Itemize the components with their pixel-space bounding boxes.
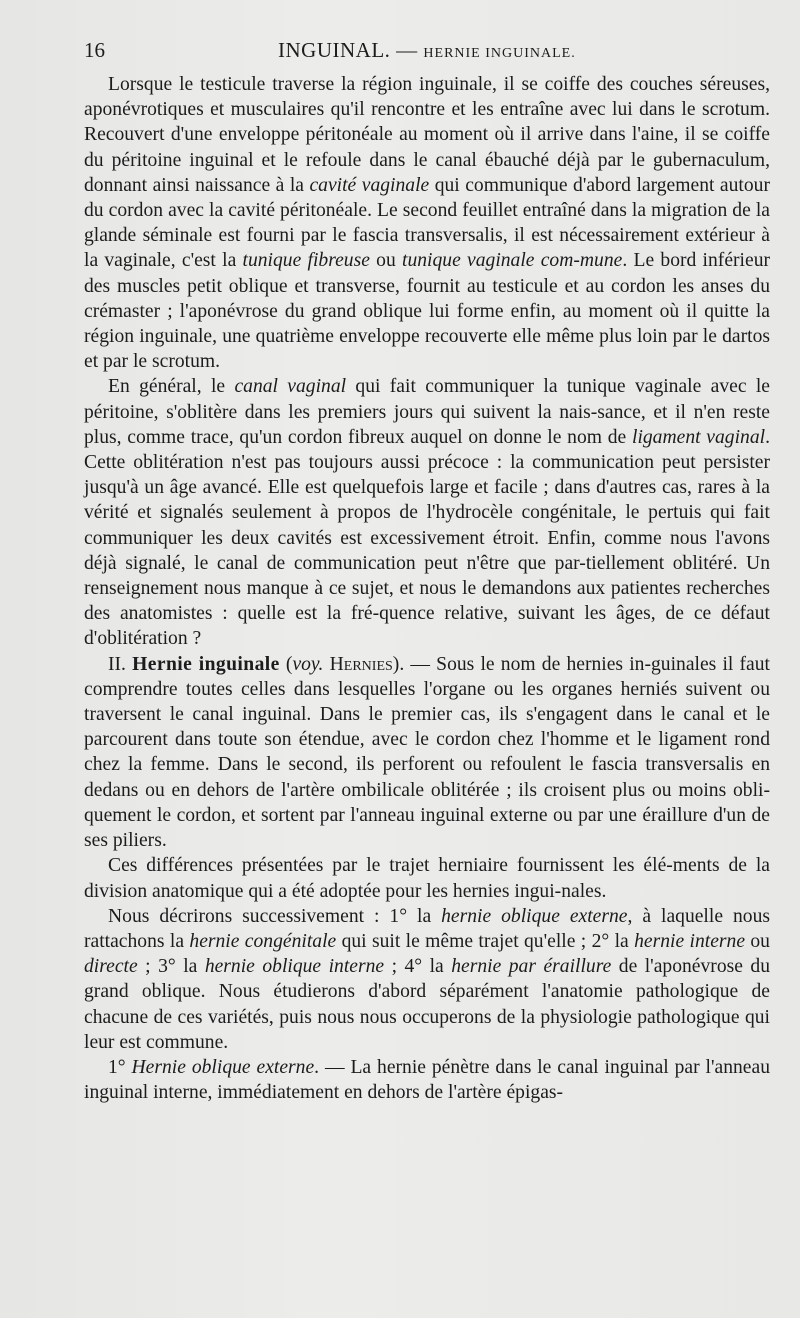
paragraph-differences: Ces différences présentées par le trajet herniaire fournissent les élé-ments de la division anatomique qui a été adoptée pour les hernies ingui-nales. — [84, 855, 770, 902]
paragraph-hernie-oblique-externe: 1° Hernie oblique externe. — La hernie pénètre dans le canal inguinal par l'anneau inguinal interne, immédiatement en dehors de l'artère épigas- — [84, 1056, 770, 1104]
term-ligament-vaginal: ligament vaginal — [632, 426, 766, 448]
running-head-subtitle: HERNIE INGUINALE. — [423, 46, 576, 61]
paragraph-testicule-migration: Lorsque le testicule traverse la région inguinale, il se coiffe des couches séreuses, aponévrotiques et musculaires qu'il rencontre et les entraîne avec lui dans le scrotum. Recouvert d'une enveloppe péritonéale au moment où il arrive dans l'aine, il se coiffe du péritoine inguinal et le refoule dans le canal ébauché déjà par le gubernaculum, donnant ainsi naissance à la cavité vaginale qui communique d'abord largement autour du cordon avec la cavité péritonéale. Le second feuillet entraîné dans la migration de la glande séminale est fourni par le fascia transversalis, il est nécessairement extérieur à la vaginale, c'est la tunique fibreuse ou tunique vaginale com-mune. Le bord inférieur des muscles petit oblique et transverse, fournit au testicule et au cordon les anses du crémaster ; l'aponévrose du grand oblique lui forme enfin, au moment où il quitte la région inguinale, une quatrième enveloppe recouverte elle même plus loin par le dartos et par le scrotum. — [84, 74, 771, 373]
running-head — [132, 38, 770, 63]
term-hernie-par-eraillure: hernie par éraillure — [451, 956, 612, 978]
term-hernie-interne: hernie interne — [634, 930, 746, 952]
page-header — [84, 38, 770, 68]
term-tunique-vaginale-commune: tunique vaginale com-mune — [402, 250, 623, 272]
cross-reference-target: Hernies — [323, 653, 393, 675]
page-number: 16 — [84, 38, 105, 62]
term-canal-vaginal: canal vaginal — [234, 376, 347, 398]
running-head-title: INGUINAL. — [278, 38, 391, 62]
body-text — [84, 72, 770, 1105]
term-cavite-vaginale: cavité vaginale — [309, 174, 430, 196]
term-hernie-oblique-interne: hernie oblique interne — [204, 956, 385, 978]
section-heading: Hernie inguinale — [132, 653, 280, 675]
term-hernie-oblique-externe: hernie oblique externe — [441, 905, 628, 927]
term-tunique-fibreuse: tunique fibreuse — [242, 250, 370, 272]
subsection-heading: Hernie oblique externe — [131, 1056, 315, 1078]
paragraph-hernie-inguinale: II. Hernie inguinale (voy. Hernies). — Sous le nom de hernies in-guinales il faut comprendre toutes celles dans lesquelles l'organe ou les organes herniés suivent ou traversent le canal inguinal. Dans le premier cas, ils s'engagent dans le canal et le parcourent dans toute son étendue, avec le cordon chez l'homme et le ligament rond chez la femme. Dans le second, ils perforent ou refoulent le fascia transversalis en dedans ou en dehors de l'artère ombilicale oblitérée ; ils croisent plus ou moins obli-quement le cordon, et sortent par l'anneau inguinal externe ou par une éraillure d'un de ses piliers. — [84, 653, 770, 852]
term-hernie-congenitale: hernie congénitale — [189, 930, 337, 952]
paragraph-classification: Nous décrirons successivement : 1° la hernie oblique externe, à laquelle nous rattachons la hernie congénitale qui suit le même trajet qu'elle ; 2° la hernie interne ou directe ; 3° la hernie oblique interne ; 4° la hernie par éraillure de l'aponévrose du grand oblique. Nous étudierons d'abord séparément l'anatomie pathologique de chacune de ces variétés, puis nous nous occuperons de la physiologie pathologique qui leur est commune. — [84, 905, 771, 1053]
paragraph-canal-vaginal: En général, le canal vaginal qui fait communiquer la tunique vaginale avec le péritoine, s'oblitère dans les premiers jours qui suivent la nais-sance, et il n'en reste plus, comme trace, qu'un cordon fibreux auquel on donne le nom de ligament vaginal. Cette oblitération n'est pas toujours aussi précoce : la communication peut persister jusqu'à un âge avancé. Elle est quelquefois large et facile ; dans d'autres cas, rares à la vérité et signalés seulement à propos de l'hydrocèle congénitale, le pertuis qui fait communiquer les deux cavités est excessivement étroit. Enfin, comme nous l'avons déjà signalé, le canal de communication peut n'être que par-tiellement oblitéré. Un renseignement nous manque à ce sujet, et nous le demandons aux patientes recherches des anatomistes : quelle est la fré-quence relative, suivant les âges, de ce défaut d'oblitération ? — [84, 376, 771, 650]
term-directe: directe — [84, 956, 138, 978]
section-number: II. — [108, 653, 133, 675]
running-head-dash: — — [396, 38, 418, 62]
cross-reference-voy: voy. — [292, 653, 324, 675]
